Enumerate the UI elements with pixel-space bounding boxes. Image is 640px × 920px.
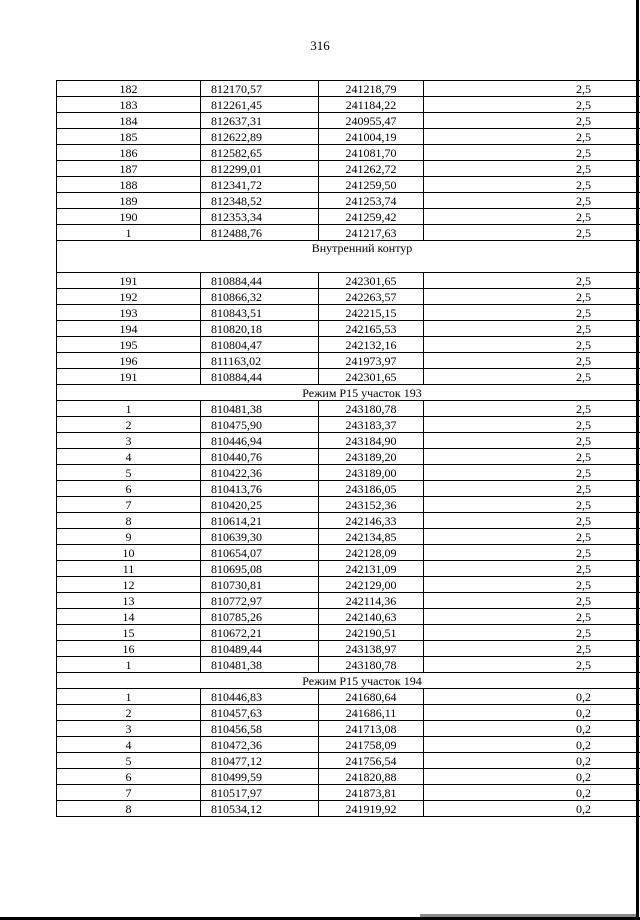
width-cell: 2,5 (424, 321, 640, 337)
table-row (57, 305, 640, 321)
x-coordinate-cell: 812582,65 (201, 145, 319, 161)
y-coordinate-cell: 242263,57 (319, 289, 424, 305)
x-coordinate-cell: 810477,12 (201, 753, 319, 769)
point-number-cell: 1 (57, 401, 201, 417)
width-cell: 0,2 (424, 753, 640, 769)
table-row (57, 625, 640, 641)
x-coordinate-cell: 810489,44 (201, 641, 319, 657)
y-coordinate-cell: 241756,54 (319, 753, 424, 769)
x-coordinate-cell: 811163,02 (201, 353, 319, 369)
y-coordinate-cell: 241218,79 (319, 81, 424, 97)
table-row (57, 161, 640, 177)
width-cell: 2,5 (424, 545, 640, 561)
y-coordinate-cell: 242128,09 (319, 545, 424, 561)
width-cell: 0,2 (424, 705, 640, 721)
point-number-cell: 190 (57, 209, 201, 225)
table-row (57, 657, 640, 673)
table-row (57, 705, 640, 721)
point-number-cell: 13 (57, 593, 201, 609)
section-heading: Режим Р15 участок 193 (57, 385, 640, 401)
x-coordinate-cell: 812353,34 (201, 209, 319, 225)
x-coordinate-cell: 810672,21 (201, 625, 319, 641)
x-coordinate-cell: 810639,30 (201, 529, 319, 545)
width-cell: 0,2 (424, 785, 640, 801)
y-coordinate-cell: 241262,72 (319, 161, 424, 177)
width-cell: 2,5 (424, 657, 640, 673)
point-number-cell: 15 (57, 625, 201, 641)
point-number-cell: 184 (57, 113, 201, 129)
width-cell: 0,2 (424, 801, 640, 817)
scan-border-right (636, 0, 639, 920)
y-coordinate-cell: 242129,00 (319, 577, 424, 593)
x-coordinate-cell: 810772,97 (201, 593, 319, 609)
point-number-cell: 188 (57, 177, 201, 193)
width-cell: 2,5 (424, 641, 640, 657)
width-cell: 2,5 (424, 353, 640, 369)
width-cell: 2,5 (424, 161, 640, 177)
width-cell: 2,5 (424, 209, 640, 225)
table-row (57, 81, 640, 97)
table-row (57, 577, 640, 593)
x-coordinate-cell: 812348,52 (201, 193, 319, 209)
table-row (57, 641, 640, 657)
width-cell: 2,5 (424, 129, 640, 145)
table-row (57, 721, 640, 737)
point-number-cell: 4 (57, 737, 201, 753)
point-number-cell: 3 (57, 721, 201, 737)
y-coordinate-cell: 241758,09 (319, 737, 424, 753)
table-row (57, 545, 640, 561)
y-coordinate-cell: 242131,09 (319, 561, 424, 577)
point-number-cell: 187 (57, 161, 201, 177)
x-coordinate-cell: 810884,44 (201, 273, 319, 289)
table-row (57, 737, 640, 753)
x-coordinate-cell: 810446,83 (201, 689, 319, 705)
width-cell: 2,5 (424, 497, 640, 513)
table-row (57, 321, 640, 337)
width-cell: 0,2 (424, 689, 640, 705)
width-cell: 2,5 (424, 561, 640, 577)
point-number-cell: 196 (57, 353, 201, 369)
table-row (57, 225, 640, 241)
y-coordinate-cell: 241873,81 (319, 785, 424, 801)
y-coordinate-cell: 242215,15 (319, 305, 424, 321)
width-cell: 0,2 (424, 721, 640, 737)
y-coordinate-cell: 241973,97 (319, 353, 424, 369)
point-number-cell: 11 (57, 561, 201, 577)
x-coordinate-cell: 812622,89 (201, 129, 319, 145)
table-row (57, 753, 640, 769)
table-row (57, 193, 640, 209)
y-coordinate-cell: 241259,50 (319, 177, 424, 193)
width-cell: 2,5 (424, 273, 640, 289)
point-number-cell: 3 (57, 433, 201, 449)
x-coordinate-cell: 810517,97 (201, 785, 319, 801)
width-cell: 2,5 (424, 625, 640, 641)
width-cell: 2,5 (424, 177, 640, 193)
y-coordinate-cell: 242165,53 (319, 321, 424, 337)
x-coordinate-cell: 810456,58 (201, 721, 319, 737)
width-cell: 2,5 (424, 417, 640, 433)
y-coordinate-cell: 243189,20 (319, 449, 424, 465)
point-number-cell: 14 (57, 609, 201, 625)
y-coordinate-cell: 242140,63 (319, 609, 424, 625)
point-number-cell: 2 (57, 705, 201, 721)
x-coordinate-cell: 812637,31 (201, 113, 319, 129)
table-row (57, 529, 640, 545)
width-cell: 2,5 (424, 289, 640, 305)
x-coordinate-cell: 812341,72 (201, 177, 319, 193)
coordinates-table (56, 80, 640, 817)
y-coordinate-cell: 243189,00 (319, 465, 424, 481)
point-number-cell: 5 (57, 753, 201, 769)
width-cell: 2,5 (424, 465, 640, 481)
table-row (57, 513, 640, 529)
x-coordinate-cell: 810481,38 (201, 657, 319, 673)
width-cell: 2,5 (424, 193, 640, 209)
width-cell: 2,5 (424, 593, 640, 609)
point-number-cell: 10 (57, 545, 201, 561)
y-coordinate-cell: 241713,08 (319, 721, 424, 737)
width-cell: 2,5 (424, 529, 640, 545)
point-number-cell: 16 (57, 641, 201, 657)
x-coordinate-cell: 810457,63 (201, 705, 319, 721)
x-coordinate-cell: 812299,01 (201, 161, 319, 177)
y-coordinate-cell: 242190,51 (319, 625, 424, 641)
y-coordinate-cell: 241217,63 (319, 225, 424, 241)
x-coordinate-cell: 810695,08 (201, 561, 319, 577)
table-row (57, 145, 640, 161)
width-cell: 2,5 (424, 433, 640, 449)
table-row (57, 449, 640, 465)
y-coordinate-cell: 241686,11 (319, 705, 424, 721)
y-coordinate-cell: 241184,22 (319, 97, 424, 113)
x-coordinate-cell: 810866,32 (201, 289, 319, 305)
table-row (57, 273, 640, 289)
y-coordinate-cell: 243180,78 (319, 401, 424, 417)
x-coordinate-cell: 810420,25 (201, 497, 319, 513)
x-coordinate-cell: 812488,76 (201, 225, 319, 241)
y-coordinate-cell: 243152,36 (319, 497, 424, 513)
page-number: 316 (310, 38, 330, 53)
x-coordinate-cell: 810820,18 (201, 321, 319, 337)
width-cell: 2,5 (424, 449, 640, 465)
point-number-cell: 189 (57, 193, 201, 209)
section-heading: Режим Р15 участок 194 (57, 673, 640, 689)
width-cell: 0,2 (424, 769, 640, 785)
y-coordinate-cell: 242301,65 (319, 369, 424, 385)
width-cell: 2,5 (424, 97, 640, 113)
width-cell: 2,5 (424, 113, 640, 129)
table-row (57, 209, 640, 225)
width-cell: 2,5 (424, 81, 640, 97)
x-coordinate-cell: 810730,81 (201, 577, 319, 593)
x-coordinate-cell: 810481,38 (201, 401, 319, 417)
y-coordinate-cell: 241253,74 (319, 193, 424, 209)
point-number-cell: 6 (57, 481, 201, 497)
point-number-cell: 9 (57, 529, 201, 545)
width-cell: 2,5 (424, 577, 640, 593)
point-number-cell: 185 (57, 129, 201, 145)
point-number-cell: 6 (57, 769, 201, 785)
table-row (57, 129, 640, 145)
width-cell: 2,5 (424, 225, 640, 241)
table-row (57, 97, 640, 113)
width-cell: 2,5 (424, 369, 640, 385)
table-row (57, 177, 640, 193)
table-row (57, 465, 640, 481)
table-row (57, 337, 640, 353)
table-row (57, 481, 640, 497)
section-heading-row (57, 385, 640, 401)
table-row (57, 417, 640, 433)
table-row (57, 593, 640, 609)
y-coordinate-cell: 241004,19 (319, 129, 424, 145)
x-coordinate-cell: 810440,76 (201, 449, 319, 465)
width-cell: 0,2 (424, 737, 640, 753)
section-heading-row (57, 241, 640, 273)
x-coordinate-cell: 810534,12 (201, 801, 319, 817)
table-row (57, 289, 640, 305)
y-coordinate-cell: 242132,16 (319, 337, 424, 353)
width-cell: 2,5 (424, 145, 640, 161)
x-coordinate-cell: 810884,44 (201, 369, 319, 385)
x-coordinate-cell: 810843,51 (201, 305, 319, 321)
point-number-cell: 2 (57, 417, 201, 433)
x-coordinate-cell: 810413,76 (201, 481, 319, 497)
x-coordinate-cell: 810614,21 (201, 513, 319, 529)
y-coordinate-cell: 241919,92 (319, 801, 424, 817)
width-cell: 2,5 (424, 401, 640, 417)
table-row (57, 433, 640, 449)
width-cell: 2,5 (424, 305, 640, 321)
table-row (57, 609, 640, 625)
point-number-cell: 191 (57, 273, 201, 289)
table-row (57, 369, 640, 385)
point-number-cell: 194 (57, 321, 201, 337)
y-coordinate-cell: 241680,64 (319, 689, 424, 705)
table-row (57, 769, 640, 785)
point-number-cell: 1 (57, 689, 201, 705)
y-coordinate-cell: 242134,85 (319, 529, 424, 545)
point-number-cell: 191 (57, 369, 201, 385)
width-cell: 2,5 (424, 513, 640, 529)
section-heading-row (57, 673, 640, 689)
width-cell: 2,5 (424, 337, 640, 353)
table-row (57, 113, 640, 129)
y-coordinate-cell: 241081,70 (319, 145, 424, 161)
x-coordinate-cell: 810785,26 (201, 609, 319, 625)
table-row (57, 801, 640, 817)
point-number-cell: 193 (57, 305, 201, 321)
x-coordinate-cell: 810804,47 (201, 337, 319, 353)
table-row (57, 401, 640, 417)
width-cell: 2,5 (424, 481, 640, 497)
x-coordinate-cell: 810446,94 (201, 433, 319, 449)
x-coordinate-cell: 810422,36 (201, 465, 319, 481)
y-coordinate-cell: 243183,37 (319, 417, 424, 433)
point-number-cell: 1 (57, 657, 201, 673)
y-coordinate-cell: 243184,90 (319, 433, 424, 449)
table-row (57, 689, 640, 705)
point-number-cell: 8 (57, 801, 201, 817)
y-coordinate-cell: 241259,42 (319, 209, 424, 225)
width-cell: 2,5 (424, 609, 640, 625)
y-coordinate-cell: 243138,97 (319, 641, 424, 657)
point-number-cell: 4 (57, 449, 201, 465)
point-number-cell: 183 (57, 97, 201, 113)
point-number-cell: 182 (57, 81, 201, 97)
y-coordinate-cell: 240955,47 (319, 113, 424, 129)
x-coordinate-cell: 812261,45 (201, 97, 319, 113)
y-coordinate-cell: 243186,05 (319, 481, 424, 497)
table-row (57, 353, 640, 369)
y-coordinate-cell: 242114,36 (319, 593, 424, 609)
x-coordinate-cell: 810475,90 (201, 417, 319, 433)
point-number-cell: 7 (57, 785, 201, 801)
point-number-cell: 186 (57, 145, 201, 161)
x-coordinate-cell: 810472,36 (201, 737, 319, 753)
x-coordinate-cell: 812170,57 (201, 81, 319, 97)
point-number-cell: 12 (57, 577, 201, 593)
point-number-cell: 7 (57, 497, 201, 513)
x-coordinate-cell: 810499,59 (201, 769, 319, 785)
point-number-cell: 1 (57, 225, 201, 241)
point-number-cell: 195 (57, 337, 201, 353)
y-coordinate-cell: 243180,78 (319, 657, 424, 673)
table-row (57, 561, 640, 577)
point-number-cell: 8 (57, 513, 201, 529)
point-number-cell: 192 (57, 289, 201, 305)
section-heading: Внутренний контур (57, 241, 640, 273)
point-number-cell: 5 (57, 465, 201, 481)
table-row (57, 785, 640, 801)
y-coordinate-cell: 241820,88 (319, 769, 424, 785)
y-coordinate-cell: 242301,65 (319, 273, 424, 289)
table-row (57, 497, 640, 513)
y-coordinate-cell: 242146,33 (319, 513, 424, 529)
x-coordinate-cell: 810654,07 (201, 545, 319, 561)
